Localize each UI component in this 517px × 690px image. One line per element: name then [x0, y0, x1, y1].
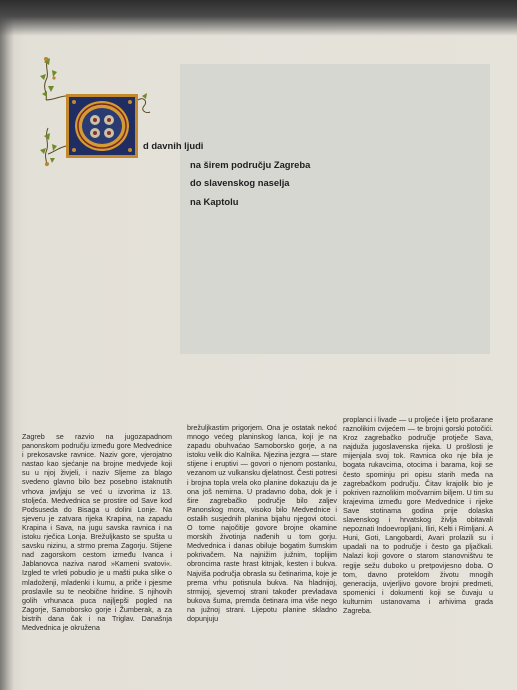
text-column-3: proplanci i livade — u proljeće i ljeto prošarane raznolikim cvijećem — te brojni gorski potočići. Kroz zagrebačko područje protječe Sava, najduža jugoslavenska rijeka. U prošlosti je mijenjala svoj tok. Ravnica oko nje bila je bogata rukavcima, otocima i barama, koji se često spominju pri opisu starih međa na zagrebačkom području. Čitav krajolik bio je pokriven raznolikim močvarnim biljem. U tim su krajevima između gore Medvednice i rijeke Save stotinama godina prije dolaska slavenskog i hrvatskog življa obitavali nepoznati Indoevropljani, Iliri, Kelti i Rimljani. A Huni, Goti, Langobardi, Avari prolazili su i upadali na to područje i često ga pljačkali. Nalazi koji govore o starom stanovništvu te regije sežu duboko u pretpovijesno doba. O tom, davno proteklom životu mnogih generacija, uvjerljivo govore brojni predmeti, spomenici i dokumenti koji se čuvaju u kulturnim ustanovama i arhivima grada Zagreba. [343, 415, 493, 615]
chapter-headline [143, 137, 313, 211]
headline-line-2: na širem području Zagreba [190, 158, 311, 170]
spine-shadow [0, 0, 14, 690]
headline-line-1: d davnih ljudi [143, 140, 204, 151]
top-shadow [0, 0, 517, 36]
illuminated-initial [34, 56, 154, 168]
headline-line-4: na Kaptolu [190, 195, 239, 207]
headline-line-3: do slavenskog naselja [190, 177, 290, 188]
text-column-2: brežuljkastim prigorjem. Ona je ostatak nekoć mnogo većeg planinskog lanca, koji je na zapadu obuhvaćao Samoborsko gorje, a na istoku velik dio Kalnika. Njezina jezgra — stare stijene i eruptivi — govori o njenom postanku, vezanom uz vulkansku djelatnost. Česti potresi i brojna topla vrela oko planine dokazuju da je ona još nemirna. U pradavno doba, dok je i šire zagrebačko područje bilo zaljev Panonskog mora, visoko bilo Medvednice i ostalih susjednih planina bijahu njegovi otoci. O tome najočitije govore brojne okamine morskih životinja nađenih u tom gorju. Medvednica i danas obiluje bogatim šumskim pokrivačem. Na najnižim južnim, toplijim obroncima raste hrast kitnjak, kesten i bukva. Najviša područja obrasla su četinarima, koje je prema vrhu potisnula bukva. Na hladnijoj, strmijoj, sjevernoj strani također prevladava bukova šuma, premda četinara ima više nego na južnoj strani. Lijepotu planine skladno dopunjuju [187, 423, 337, 623]
illuminated-initial-icon [34, 56, 154, 168]
text-column-1: Zagreb se razvio na jugozapadnom panonskom području između gore Medvednice i prekosavske ravnice. Naziv gore, vjerojatno nastao kao sjećanje na brojne medvjede koji su u njoj živjeli, i naziv Sljeme za blago svedeno glavno bilo bez posebno istaknutih vrhova javljaju se već u izvorima iz 13. stoljeća. Medvednica se prostire od Save kod Podsuseda do Bisaga u dolini Lonje. Na sjeveru je zatvara rijeka Krapina, na zapadu Krapina i Sava, na jugu savska ravnica i na istoku rječica Lonja. Brežuljkasto se spušta u savsku nizinu, a strmo prema Zagorju. Stijene nad zagorskom cestom između Ivanca i Jablanovca naziva narod »Kameni svatovi«. Izgled te vrleti pobudio je u mašti puka slike o mladoženji, mladenki i kumu, a priče i pjesme proslavile su te neobične hridine. S njihovih golih vrhunaca puca najljepši pogled na Zagorje, Samoborsko gorje i Žumberak, a za bistrih dana čak i na Triglav. Današnja Medvednica je okružena [22, 432, 172, 632]
